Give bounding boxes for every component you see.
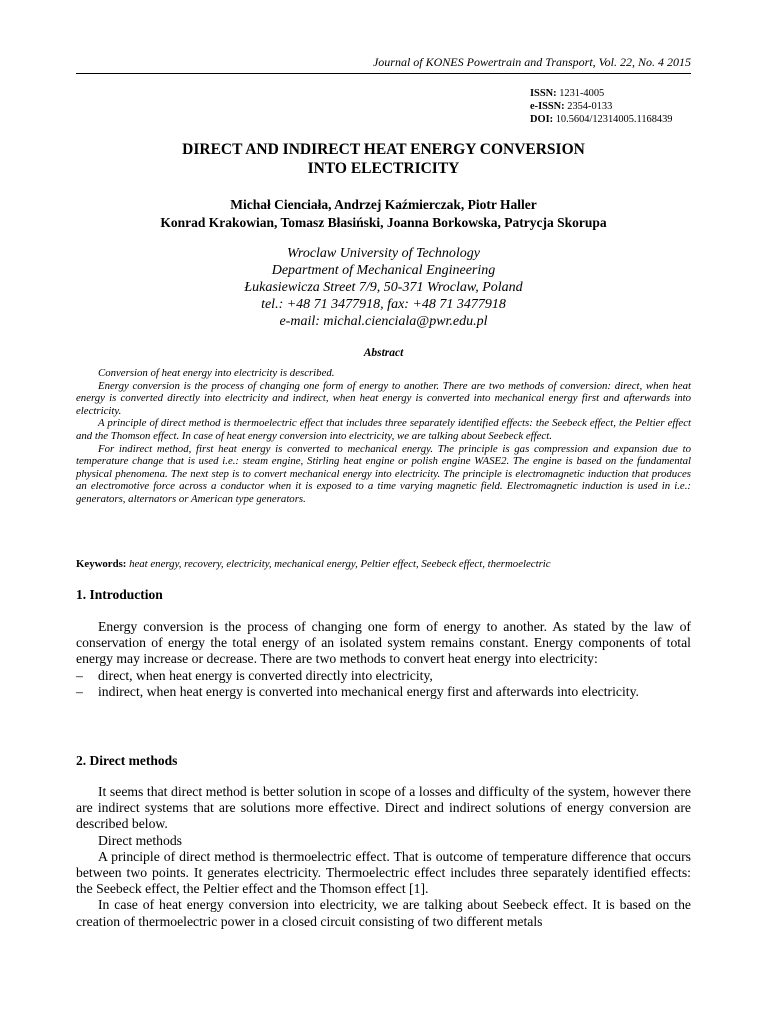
title-line: INTO ELECTRICITY (307, 159, 460, 177)
eissn-label: e-ISSN: (530, 101, 565, 112)
eissn-line (530, 100, 673, 113)
list-item (76, 668, 691, 684)
list-dash: – (76, 667, 83, 683)
list-item (76, 684, 691, 700)
keywords-label: Keywords: (76, 558, 127, 570)
eissn-value: 2354-0133 (567, 101, 613, 112)
issn-line (530, 87, 673, 100)
author-line: Michał Cienciała, Andrzej Kaźmierczak, Piotr Haller (230, 197, 537, 212)
affiliation-address: Łukasiewicza Street 7/9, 50-371 Wroclaw, Poland (244, 280, 523, 295)
affiliation-phone: tel.: +48 71 3477918, fax: +48 71 3477918 (261, 297, 506, 312)
abstract-paragraph: A principle of direct method is thermoelectric effect that includes three separately identified effects: the Seebeck effect, the Peltier effect and the Thomson effect. In case of heat energy conversion into electricity, we are talking about Seebeck effect. (76, 417, 691, 442)
direct-methods-body (76, 784, 691, 930)
body-paragraph: A principle of direct method is thermoelectric effect. That is outcome of temperature difference that occurs between two points. It generates electricity. Thermoelectric effect includes three separately identified effects: the Seebeck effect, the Peltier effect and the Thomson effect [1]. (76, 848, 691, 897)
affiliation-university: Wroclaw University of Technology (287, 246, 480, 261)
running-head: Journal of KONES Powertrain and Transport, Vol. 22, No. 4 2015 (372, 55, 691, 69)
subheading-paragraph: Direct methods (98, 832, 183, 848)
abstract-paragraph: For indirect method, first heat energy is converted to mechanical energy. The principle is gas compression and expansion due to temperature change that is used i.e.: steam engine, Stirling heat engine or polish engine WASE2. The engine is based on the fundamental physical phenomena. The next step is to convert mechanical energy into electricity. The principle is electromagnetic induction that produces an electromotive force across a conductor when it is exposed to a time varying magnetic field. Electromagnetic induction is used in i.e.: generators, alternators or American type generators. (76, 442, 691, 505)
keywords-line (76, 558, 691, 571)
author-line: Konrad Krakowian, Tomasz Błasiński, Joanna Borkowska, Patrycja Skorupa (160, 215, 607, 230)
issn-label: ISSN: (530, 88, 557, 99)
abstract-body (76, 367, 691, 506)
abstract-paragraph: Energy conversion is the process of changing one form of energy to another. There are two methods of conversion: direct, when heat energy is converted directly into electricity and indirect, when heat energy is converted into mechanical energy first and afterwards into electricity. (76, 379, 691, 417)
doi-value: 10.5604/12314005.1168439 (555, 114, 673, 125)
list-item-text: direct, when heat energy is converted directly into electricity, (98, 667, 433, 683)
introduction-body (76, 619, 691, 700)
identifiers-block (530, 87, 673, 126)
section-heading-direct-methods: 2. Direct methods (76, 753, 178, 768)
list-dash: – (76, 683, 83, 699)
keywords-text: heat energy, recovery, electricity, mechanical energy, Peltier effect, Seebeck effect, thermoelectric (129, 558, 551, 570)
abstract-paragraph: Conversion of heat energy into electricity is described. (98, 367, 335, 379)
title-line: DIRECT AND INDIRECT HEAT ENERGY CONVERSION (182, 141, 585, 158)
section-heading-introduction: 1. Introduction (76, 587, 163, 602)
affiliation-email: e-mail: michal.cienciala@pwr.edu.pl (279, 314, 488, 329)
author-list (76, 196, 691, 232)
body-paragraph: In case of heat energy conversion into electricity, we are talking about Seebeck effect. It is based on the creation of thermoelectric power in a closed circuit consisting of two different metals (76, 897, 691, 929)
affiliation-block (76, 245, 691, 330)
abstract-heading: Abstract (363, 347, 404, 359)
header-rule (76, 73, 691, 74)
list-item-text: indirect, when heat energy is converted into mechanical energy first and afterwards into electricity. (98, 683, 639, 699)
doi-line (530, 113, 673, 126)
body-paragraph: Energy conversion is the process of changing one form of energy to another. As stated by the law of conservation of energy the total energy of an isolated system remains constant. Energy components of total energy may increase or decrease. There are two methods to convert heat energy into electricity: (76, 619, 691, 667)
issn-value: 1231-4005 (559, 88, 605, 99)
paper-title (76, 141, 691, 178)
doi-label: DOI: (530, 114, 554, 125)
body-paragraph: It seems that direct method is better solution in scope of a losses and difficulty of the system, however there are indirect systems that are solutions more effective. Direct and indirect solutions of energy conversion are described below. (76, 784, 691, 832)
affiliation-department: Department of Mechanical Engineering (271, 263, 496, 278)
